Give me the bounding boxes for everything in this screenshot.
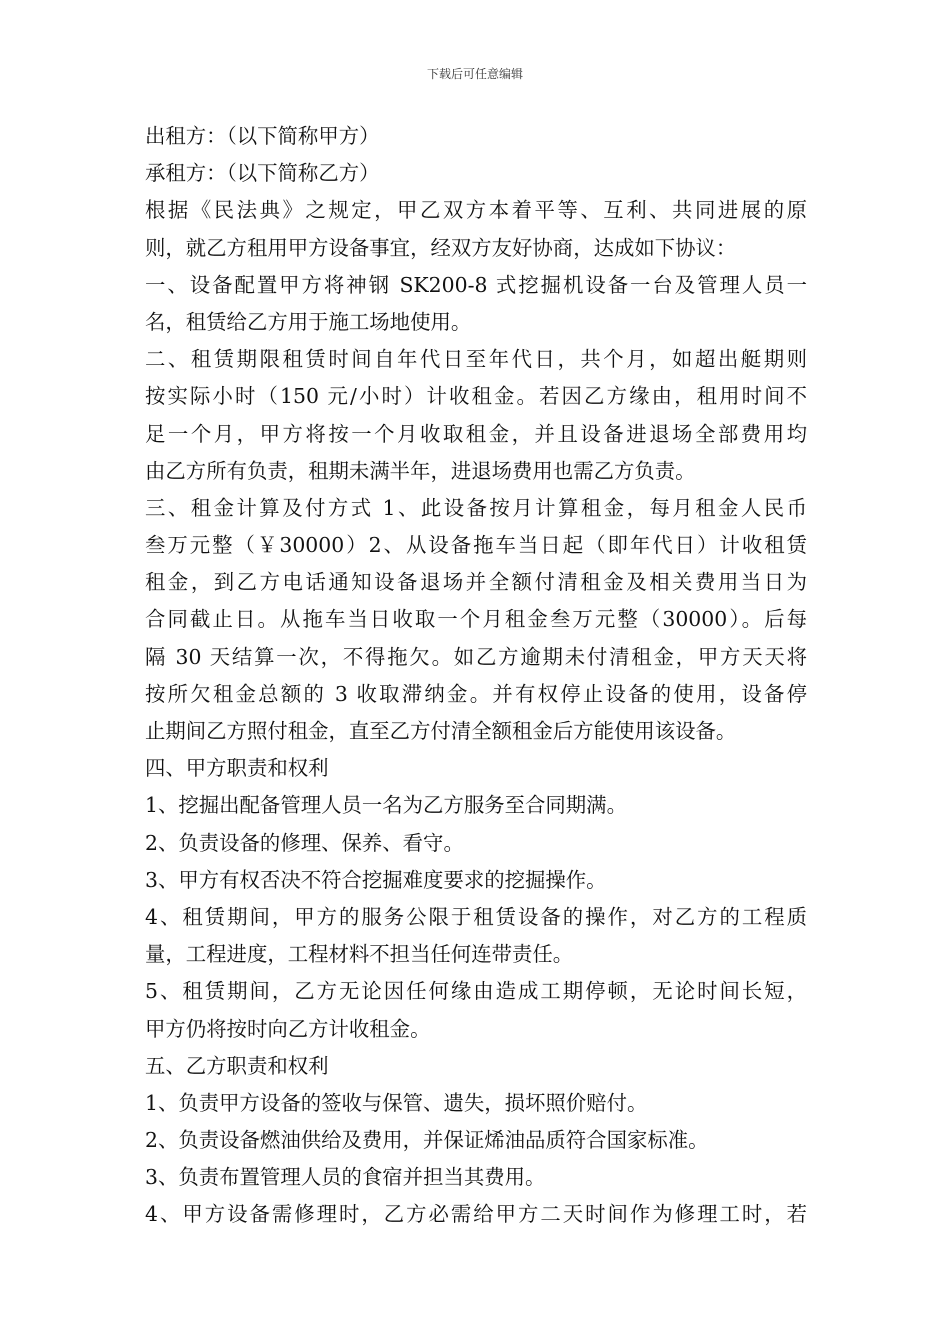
text-line: 五、乙方职责和权利 [145, 1053, 329, 1078]
text-line: 甲方仍将按时向乙方计收租金。 [145, 1016, 431, 1041]
text-line: 足一个月，甲方将按一个月收取租金，并且设备进退场全部费用均 [145, 421, 807, 446]
text-line: 根据《民法典》之规定，甲乙双方本着平等、互利、共同进展的原 [145, 198, 807, 223]
header-note: 下载后可任意编辑 [426, 67, 523, 81]
page-header [0, 66, 950, 82]
text-line: 2、负责设备的修理、保养、看守。 [145, 830, 464, 855]
text-line: 三、租金计算及付方式 1、此设备按月计算租金，每月租金人民币 [145, 495, 807, 520]
text-line: 止期间乙方照付租金，直至乙方付清全额租金后方能使用该设备。 [145, 719, 737, 743]
text-line: 按实际小时（150 元/小时）计收租金。若因乙方缘由，租用时间不 [145, 384, 807, 409]
text-line: 1、挖掘出配备管理人员一名为乙方服务至合同期满。 [145, 793, 627, 818]
text-line: 4、租赁期间，甲方的服务公限于租赁设备的操作，对乙方的工程质 [145, 904, 807, 929]
text-line: 二、租赁期限租赁时间自年代日至年代日，共个月，如超出艇期则 [145, 347, 807, 372]
text-line: 则，就乙方租用甲方设备事宜，经双方友好协商，达成如下协议： [145, 235, 737, 260]
text-line: 名，租赁给乙方用于施工场地使用。 [145, 309, 472, 334]
text-line: 叁万元整（￥30000）2、从设备拖车当日起（即年代日）计收租赁 [145, 533, 807, 558]
text-line: 租金，到乙方电话通知设备退场并全额付清租金及相关费用当日为 [145, 570, 807, 595]
text-line: 量，工程进度，工程材料不担当任何连带责任。 [145, 942, 574, 967]
text-line: 承租方：（以下简称乙方） [145, 161, 380, 186]
text-line: 2、负责设备燃油供给及费用，并保证烯油品质符合国家标准。 [145, 1128, 709, 1153]
text-line: 按所欠租金总额的 3 收取滞纳金。并有权停止设备的使用，设备停 [145, 681, 807, 706]
text-line: 1、负责甲方设备的签收与保管、遗失，损坏照价赔付。 [145, 1090, 648, 1115]
text-line: 四、甲方职责和权利 [145, 756, 329, 781]
text-line: 5、租赁期间，乙方无论因任何缘由造成工期停顿，无论时间长短， [145, 979, 807, 1004]
text-line: 3、甲方有权否决不符合挖掘难度要求的挖掘操作。 [145, 867, 607, 892]
text-line: 一、设备配置甲方将神钢 SK200-8 式挖掘机设备一台及管理人员一 [145, 272, 807, 297]
text-line: 出租方：（以下简称甲方） [145, 124, 380, 148]
text-line: 由乙方所有负责，租期未满半年，进退场费用也需乙方负责。 [145, 458, 696, 483]
document-body [145, 118, 807, 1234]
text-line: 3、负责布置管理人员的食宿并担当其费用。 [145, 1165, 546, 1190]
text-line: 隔 30 天结算一次，不得拖欠。如乙方逾期未付清租金，甲方天天将 [145, 644, 807, 669]
text-line: 4、甲方设备需修理时，乙方必需给甲方二天时间作为修理工时，若 [145, 1202, 807, 1227]
text-line: 合同截止日。从拖车当日收取一个月租金叁万元整（30000）。后每 [145, 607, 807, 632]
